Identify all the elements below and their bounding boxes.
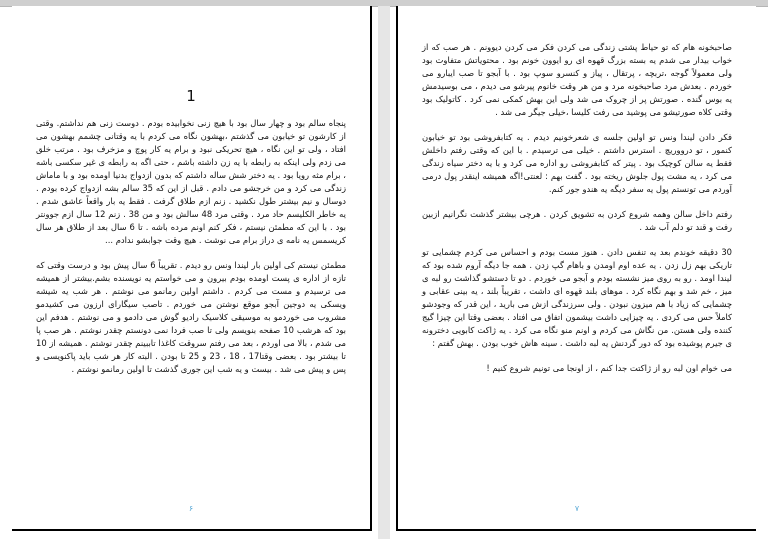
left-page	[12, 6, 372, 531]
page-number: ۷	[574, 504, 580, 513]
right-page	[396, 6, 756, 531]
chapter-number: 1	[186, 87, 196, 105]
left-page-text	[36, 87, 347, 388]
paragraph: می خوام اون لبه رو از ژاکتت جدا کنم ، از اونجا می تونیم شروع کنیم !	[486, 363, 732, 373]
page-number: ۶	[188, 504, 194, 513]
paragraph: 30 دقیقه خوندم بعد یه تنفس دادن . هنوز مست بودم و احساس می کردم چشمایی تو تاریکی بهم زل زدن . یه عده اوم اومدن و باهام گپ زدن . همه جا دیگه آروم شده بود که لیندا اومد . رو به روی میز نشسته بودم و آبجو می خوردم . دو تا دستشو گذاشت رو لبه ی میز ، خم شد و بهم نگاه کرد . موهای بلند قهوه ای داشت ، تقریباً بلند ، یه بینی عقابی و چشمایی که زیاد با هم میزون نبودن . ولی سرزندگی ازش می بارید ، این قدر که وجودشو کاملاً حس می کردی . یه چیزایی داشت بیشمون اتفاق می افتاد . بعضی وقتا این چیزا گیج کننده ولی هستن. من نگاش می کردم و اونم منو نگاه می کرد . یه ژاکت کابویی دخترونه ی جیرم پوشیده بود که دور گردنش یه لبه داشت . سینه هاش خوب بودن . بهش گفتم :	[422, 247, 732, 348]
page-gap	[378, 6, 390, 539]
paragraph: رفتم داخل سالن وهمه شروع کردن به تشویق کردن . هرچی بیشتر گذشت نگرانیم ازبین رفت و قند تو دلم آب شد .	[422, 209, 732, 232]
right-page-text	[422, 41, 732, 387]
paragraph: پنجاه سالم بود و چهار سال بود با هیچ زنی نخوابیده بودم . دوست زنی هم نداشتم. وقتی از کارشون تو خیابون می گذشتم ،بهشون نگاه می کردم با یه وقتانی چشمم بهشون می افتاد ، ولی تو این نگاه ، هیچ تحریکی نبود و برام یه کار پوچ و مزخرف بود . مرتب خلق می زدم ولی اینکه به رابطه با یه زن داشته باشم ، حتی اگه به رابطه ی غیر سکسی باشه ، برام مثه رویا بود . یه دختر شش ساله داشتم که بدون ازدواج بدنیا اومده بود و با ماماش زندگی می کرد و من خرجشو می دادم . قبل از این که 35 سالم بشه ازدواج کرده بودم . دوسال و نیم بیشتر طول نکشید . زنم ازم طلاق گرفت . فقط یه بار واقعاً عاشق شدم . یه خاطر الکلیسم حاد مرد . وقتی مرد 48 سالش بود و من 38 . زنم 12 سال ازم جوونتر بود . با این که مطمئن نیستم ، فکر کنم اونم مرده باشه . تا 6 سال بعد از طلاق هر سال کریسمس یه نامه ی دراز برام می نوشت . هیچ وقت جوابشو ندادم ...	[36, 118, 346, 245]
paragraph: صاحبخونه هام که تو حیاط پشتی زندگی می کردن فکر می کردن دیوونم . هر صب که از خواب بیدار می شدم یه بسته بزرگ قهوه ای رو ایوون خونم بود . محتویاتش متفاوت بود ولی معمولاً گوجه ،تربچه ، پرتقال ، پیاز و کنسرو سوپ بود . با آبجو تا صب ایبارو می خوردم . بعدش مرد صاحبخونه مرد و من هر وقت خانوم پیرشو می دیدم ، می بوسیدمش یه بوس گنده . صورتش پر از چروک می شد ولی این بهش کمکی نمی کرد . کاتولیک بود وقتی کلاه صورتیشو می پوشید می رفت کلیسا ،خیلی جیگر می شد .	[422, 42, 732, 117]
paragraph: فکر دادن لیندا ونس تو اولین جلسه ی شعرخونیم دیدم . یه کتابفروشی بود تو خیابون کنمور ، تو درووریچ . استرس داشتم . خیلی می ترسیدم . با این که وقتی رفتم داخلش فقط یه سالن کوچیک بود . پیتر که کتابفروشی رو اداره می کرد و با یه دختر سیاه زندگی می کرد ، یه مشت پول جلوش ریخته بود . گفت بهم : لعنتی!اگه همیشه اینقدر پول درمی آوردم می تونستم پول یه سفر دیگه یه هندو جور کنم.	[422, 132, 732, 194]
paragraph: مطمئن نیستم کی اولین بار لیندا ونس رو دیدم . تقریباً 6 سال پیش بود و درست وقتی که تازه از اداره ی پست اومده بودم بیرون و می خواستم یه نویسنده بشم.بیشتر از همیشه می ترسیدم و مست می کردم . داشتم اولین رمانمو می نوشتم . هر شب یه شیشه ویسکی یه دوجین آبجو موقع نوشتن می خوردم . تاصب سیگارای ارزون می کشیدمو مشروب می خوردمو به موسیقی کلاسیک رادیو گوش می دادمو و می نوشتم . هدفم این بود که هرشب 10 صفحه بنویسم ولی تا صب فردا نمی دونستم چقدر نوشتم . هر صب پا می شدم ، بالا می اوردم ، بعد می رفتم سروقت کاغذا تاببینم چقدر نوشتم . همیشه از 10 تا بیشتر بود . بعضی وقتا17 ، 18 ، 23 و 25 تا بودن . البته کار هر شب باید پاکنویسی و پس و پیش می شد . بیست و یه شب این جوری گذشت تا اولین رمانمو نوشتم .	[36, 260, 347, 374]
